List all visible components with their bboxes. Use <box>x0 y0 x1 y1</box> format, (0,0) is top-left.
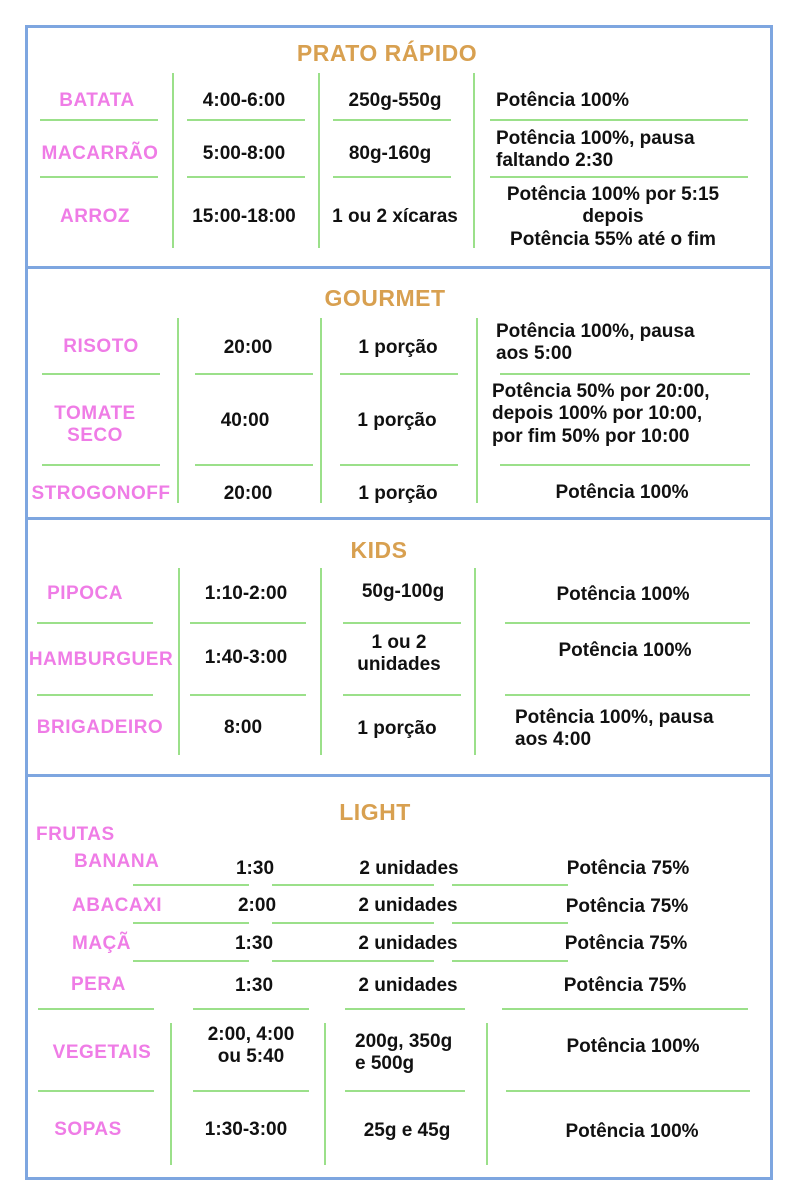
amount-value: 1 porção <box>358 337 438 358</box>
row-rule <box>345 1090 465 1092</box>
row-rule <box>272 922 434 924</box>
amount-value: 200g, 350g e 500g <box>355 1031 453 1075</box>
item-name: ARROZ <box>59 206 131 227</box>
power-value: Potência 100% <box>556 584 690 605</box>
power-value: Potência 100% <box>496 90 630 111</box>
time-value: 20:00 <box>223 483 273 504</box>
time-value: 1:10-2:00 <box>204 583 288 604</box>
amount-value: 25g e 45g <box>363 1120 451 1141</box>
row-rule <box>333 119 451 121</box>
row-rule <box>37 622 153 624</box>
fruit-item-name: PERA <box>71 974 126 995</box>
fruit-time-value: 2:00 <box>237 895 277 916</box>
row-rule <box>272 960 434 962</box>
time-value: 1:40-3:00 <box>204 647 288 668</box>
time-value: 40:00 <box>220 410 270 431</box>
power-value: Potência 100%, pausa aos 5:00 <box>496 321 695 365</box>
group-label-frutas: FRUTAS <box>36 824 115 845</box>
amount-value: 1 ou 2 unidades <box>357 632 441 676</box>
column-divider <box>476 318 478 503</box>
item-name: SOPAS <box>54 1119 122 1140</box>
section-title: PRATO RÁPIDO <box>296 40 478 66</box>
row-rule <box>40 119 158 121</box>
amount-value: 1 porção <box>357 718 437 739</box>
item-name: VEGETAIS <box>52 1042 152 1063</box>
row-rule <box>190 622 306 624</box>
power-value: Potência 100%, pausa aos 4:00 <box>515 707 714 751</box>
column-divider <box>320 318 322 503</box>
item-name: HAMBURGUER <box>28 649 174 670</box>
row-rule <box>340 464 458 466</box>
power-value: Potência 100% por 5:15 depois Potência 55% até o fim <box>506 184 720 250</box>
item-name: MACARRÃO <box>41 143 159 164</box>
column-divider <box>318 73 320 248</box>
row-rule <box>190 694 306 696</box>
column-divider <box>486 1023 488 1165</box>
item-name: BRIGADEIRO <box>36 717 164 738</box>
fruit-time-value: 1:30 <box>234 933 274 954</box>
fruit-power-value: Potência 75% <box>564 933 688 954</box>
power-value: Potência 100% <box>555 482 689 503</box>
power-value: Potência 100%, pausa faltando 2:30 <box>496 128 695 172</box>
row-rule <box>195 464 313 466</box>
power-value: Potência 100% <box>565 1121 699 1142</box>
row-rule <box>42 373 160 375</box>
amount-value: 1 porção <box>358 483 438 504</box>
row-rule <box>133 884 249 886</box>
row-rule <box>187 119 305 121</box>
row-rule <box>38 1090 154 1092</box>
section-title: GOURMET <box>324 285 446 311</box>
row-rule <box>37 694 153 696</box>
row-rule <box>500 373 750 375</box>
time-value: 4:00-6:00 <box>202 90 286 111</box>
time-value: 15:00-18:00 <box>192 206 296 227</box>
amount-value: 1 ou 2 xícaras <box>332 206 458 227</box>
section-title: KIDS <box>350 537 408 563</box>
time-value: 5:00-8:00 <box>202 143 286 164</box>
row-rule <box>40 176 158 178</box>
fruit-amount-value: 2 unidades <box>359 858 459 879</box>
time-value: 2:00, 4:00 ou 5:40 <box>207 1024 295 1068</box>
row-rule <box>333 176 451 178</box>
row-rule <box>345 1008 465 1010</box>
item-name: PIPOCA <box>47 583 123 604</box>
row-rule <box>452 960 568 962</box>
row-rule <box>490 176 748 178</box>
amount-value: 50g-100g <box>361 581 445 602</box>
row-rule <box>193 1008 309 1010</box>
time-value: 1:30-3:00 <box>204 1119 288 1140</box>
row-rule <box>42 464 160 466</box>
item-name: TOMATE SECO <box>54 403 136 447</box>
amount-value: 80g-160g <box>348 143 432 164</box>
row-rule <box>133 960 249 962</box>
row-rule <box>505 694 750 696</box>
fruit-power-value: Potência 75% <box>566 858 690 879</box>
fruit-power-value: Potência 75% <box>565 896 689 917</box>
row-rule <box>343 694 461 696</box>
item-name: RISOTO <box>63 336 139 357</box>
row-rule <box>343 622 461 624</box>
power-value: Potência 100% <box>558 640 692 661</box>
row-rule <box>500 464 750 466</box>
row-rule <box>452 884 568 886</box>
section-title: LIGHT <box>339 799 411 825</box>
column-divider <box>172 73 174 248</box>
fruit-item-name: BANANA <box>74 851 160 872</box>
row-rule <box>490 119 748 121</box>
fruit-time-value: 1:30 <box>235 858 275 879</box>
item-name: BATATA <box>59 90 135 111</box>
column-divider <box>320 568 322 755</box>
item-name: STROGONOFF <box>31 483 171 504</box>
time-value: 20:00 <box>223 337 273 358</box>
row-rule <box>502 1008 748 1010</box>
column-divider <box>474 568 476 755</box>
amount-value: 1 porção <box>357 410 437 431</box>
row-rule <box>195 373 313 375</box>
fruit-time-value: 1:30 <box>234 975 274 996</box>
column-divider <box>324 1023 326 1165</box>
time-value: 8:00 <box>223 717 263 738</box>
row-rule <box>38 1008 154 1010</box>
row-rule <box>452 922 568 924</box>
fruit-amount-value: 2 unidades <box>358 933 458 954</box>
row-rule <box>193 1090 309 1092</box>
row-rule <box>272 884 434 886</box>
row-rule <box>340 373 458 375</box>
fruit-power-value: Potência 75% <box>563 975 687 996</box>
column-divider <box>177 318 179 503</box>
power-value: Potência 50% por 20:00, depois 100% por 10:00, por fim 50% por 10:00 <box>492 381 710 447</box>
column-divider <box>170 1023 172 1165</box>
row-rule <box>506 1090 750 1092</box>
row-rule <box>133 922 249 924</box>
fruit-amount-value: 2 unidades <box>358 895 458 916</box>
fruit-item-name: MAÇÃ <box>72 933 131 954</box>
fruit-amount-value: 2 unidades <box>358 975 458 996</box>
amount-value: 250g-550g <box>348 90 442 111</box>
row-rule <box>187 176 305 178</box>
fruit-item-name: ABACAXI <box>72 895 163 916</box>
row-rule <box>505 622 750 624</box>
power-value: Potência 100% <box>566 1036 700 1057</box>
column-divider <box>178 568 180 755</box>
column-divider <box>473 73 475 248</box>
